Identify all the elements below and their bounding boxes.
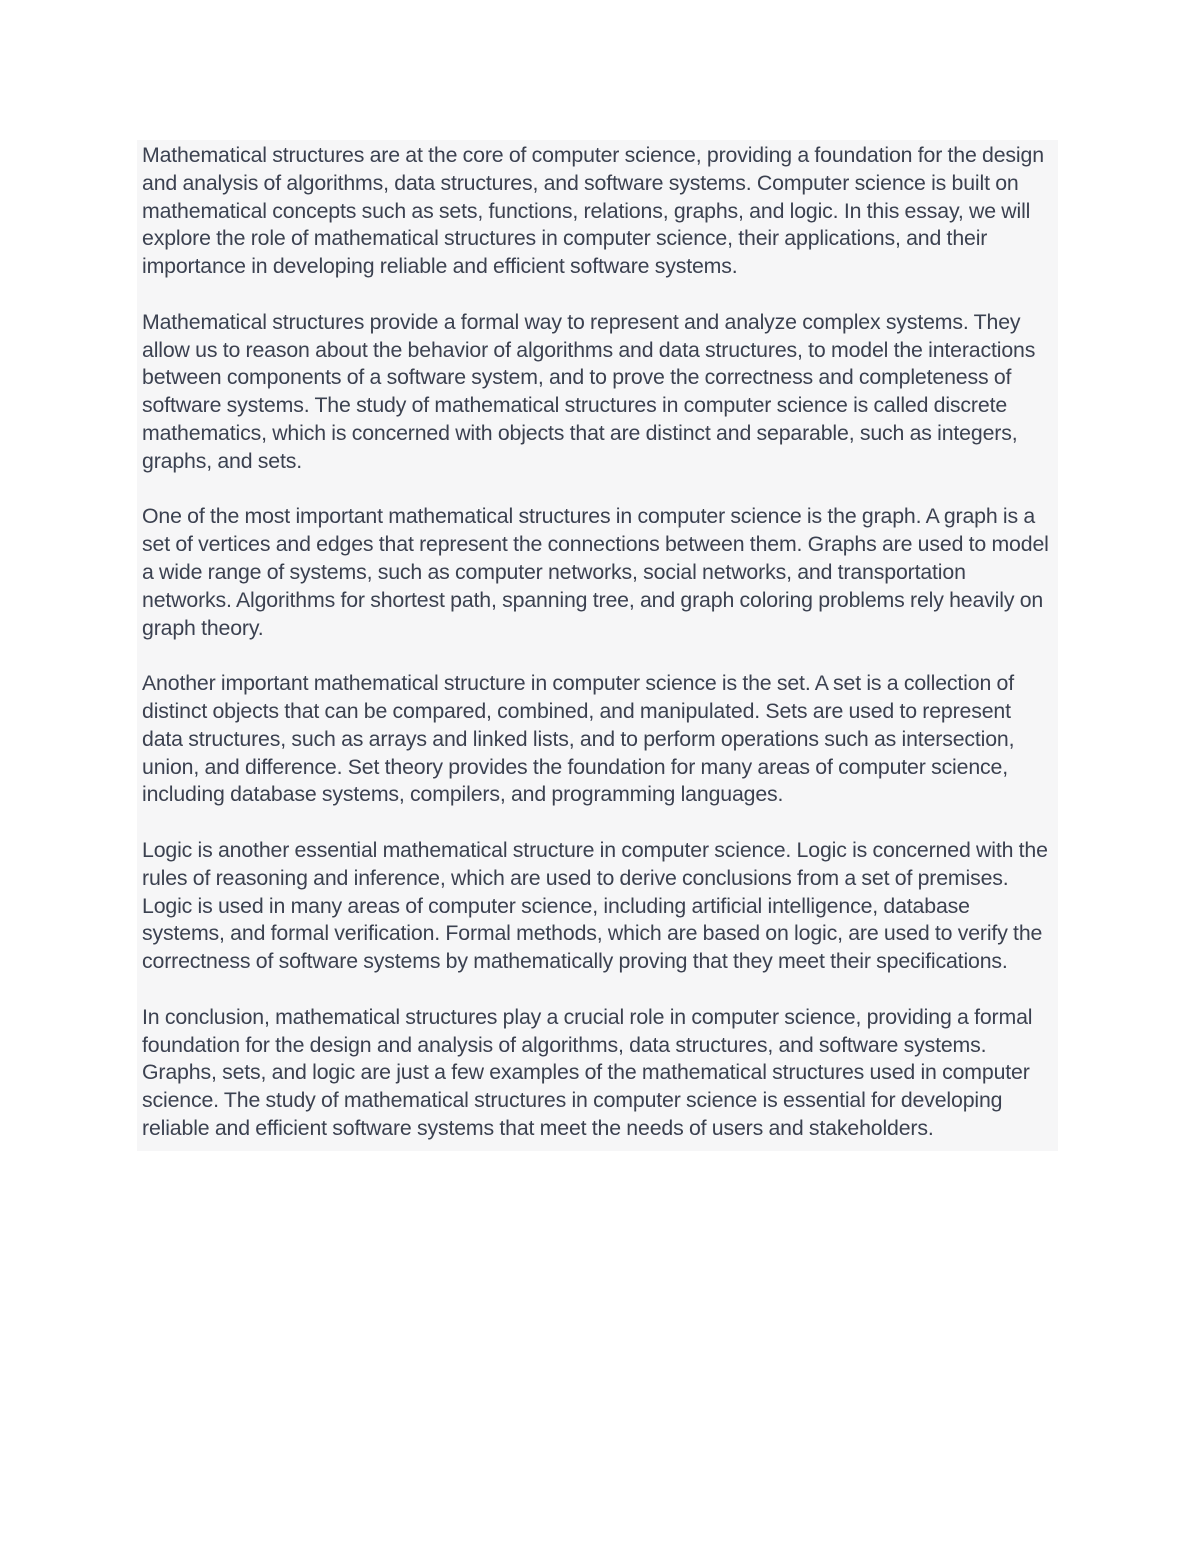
paragraph-intro: Mathematical structures are at the core of computer science, providing a foundation for the design and analysis of algorithms, data structures, and software systems. Computer science is built on mathematical concepts such as sets, functions, relations, graphs, and logic. In this essay, we will explore the role of mathematical structures in computer science, their applications, and their importance in developing reliable and efficient software systems.: [142, 143, 1044, 279]
paragraph-conclusion: In conclusion, mathematical structures play a crucial role in computer science, providing a formal foundation for the design and analysis of algorithms, data structures, and software systems. Graphs, sets, and logic are just a few examples of the mathematical structures used in computer science. The study of mathematical structures in computer science is essential for developing reliable and efficient software systems that meet the needs of users and stakeholders.: [142, 1004, 1033, 1140]
paragraph-graphs: One of the most important mathematical structures in computer science is the graph. A graph is a set of vertices and edges that represent the connections between them. Graphs are used to model a wide range of systems, such as computer networks, social networks, and transportation networks. Algorithms for shortest path, spanning tree, and graph coloring problems rely heavily on graph theory.: [142, 504, 1049, 640]
paragraph-logic: Logic is another essential mathematical structure in computer science. Logic is concerned with the rules of reasoning and inference, which are used to derive conclusions from a set of premises. Logic is used in many areas of computer science, including artificial intelligence, database systems, and formal verification. Formal methods, which are based on logic, are used to verify the correctness of software systems by mathematically proving that they meet their specifications.: [142, 837, 1048, 974]
essay-text-block: [137, 140, 1058, 1151]
paragraph-sets: Another important mathematical structure in computer science is the set. A set is a collection of distinct objects that can be compared, combined, and manipulated. Sets are used to represent data structures, such as arrays and linked lists, and to perform operations such as intersection, union, and difference. Set theory provides the foundation for many areas of computer science, including database systems, compilers, and programming languages.: [142, 671, 1015, 807]
paragraph-formal-representation: Mathematical structures provide a formal way to represent and analyze complex systems. They allow us to reason about the behavior of algorithms and data structures, to model the interactions between components of a software system, and to prove the correctness and completeness of software systems. The study of mathematical structures in computer science is called discrete mathematics, which is concerned with objects that are distinct and separable, such as integers, graphs, and sets.: [142, 309, 1036, 473]
